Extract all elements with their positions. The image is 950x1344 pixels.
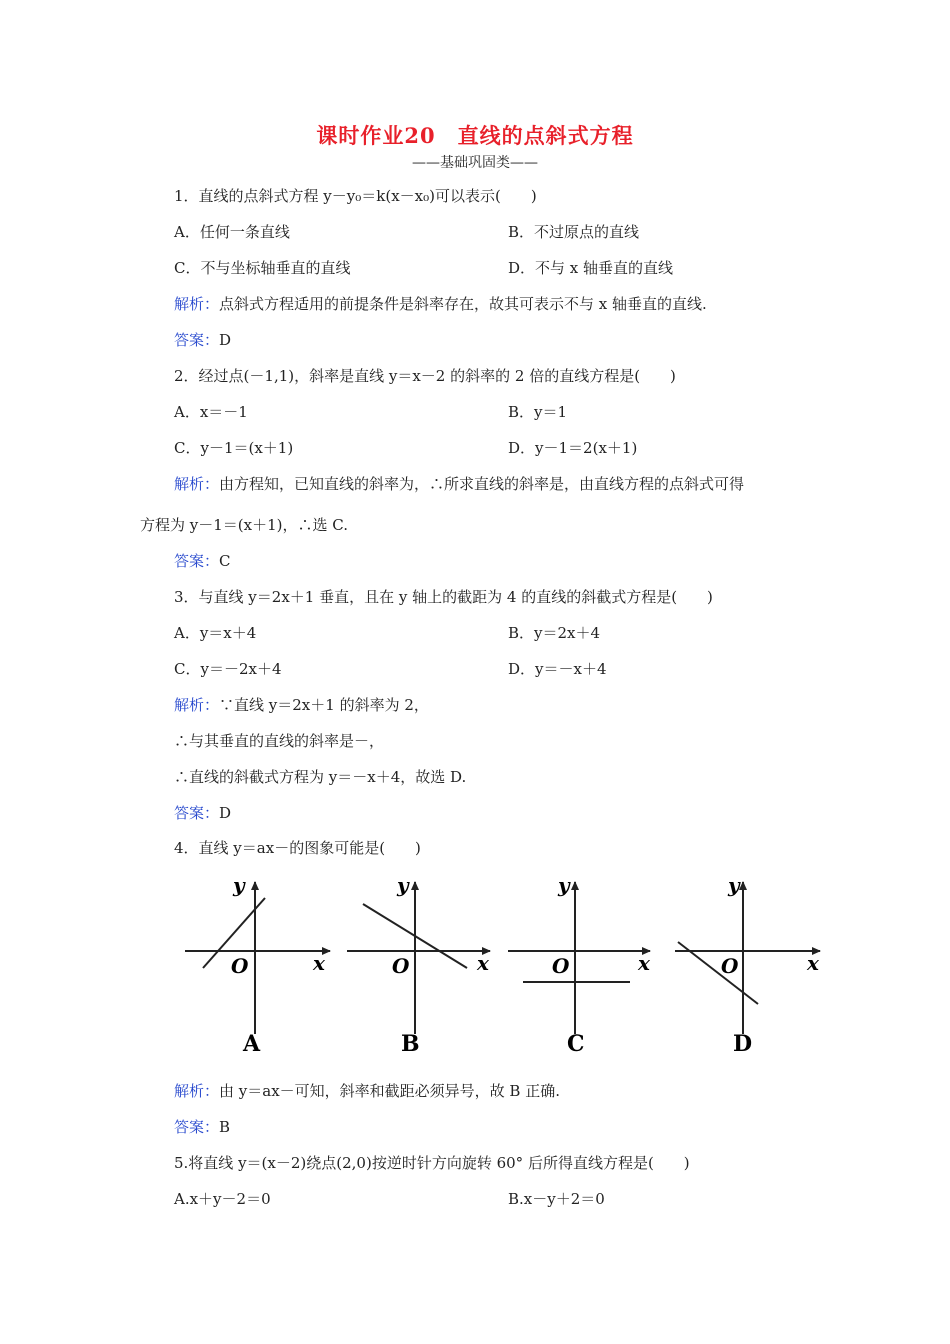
q3-option-c: C．y＝－2x＋4	[174, 660, 282, 678]
q5-stem: 5.将直线 y＝(x－2)绕点(2,0)按逆时针方向旋转 60° 后所得直线方程是( )	[174, 1154, 690, 1172]
answer-label: 答案：	[174, 1118, 220, 1136]
q4-graphs	[175, 872, 835, 1062]
graph-a-caption: A	[243, 1031, 261, 1057]
q4-explanation	[174, 1081, 560, 1101]
graph-c-caption: C	[567, 1031, 585, 1057]
q5-option-b: B.x－y＋2＝0	[508, 1190, 605, 1208]
q2-answer-value: C	[219, 552, 231, 570]
q3-option-d: D．y＝－x＋4	[508, 660, 607, 678]
answer-label: 答案：	[174, 331, 220, 349]
q1-answer	[174, 330, 231, 350]
q3-explanation	[174, 695, 429, 715]
page-title: 课时作业20 直线的点斜式方程	[316, 123, 634, 148]
graph-b-x-label: x	[477, 951, 489, 975]
graph-b-origin-label: O	[392, 954, 410, 978]
q2-option-a: A．x＝－1	[174, 403, 248, 421]
q3-answer-value: D	[219, 804, 232, 822]
graph-a-origin-label: O	[231, 954, 249, 978]
explain-label: 解析：	[174, 475, 220, 493]
answer-label: 答案：	[174, 804, 220, 822]
q2-option-c: C．y－1＝(x＋1)	[174, 439, 294, 457]
q4-answer-value: B	[219, 1118, 231, 1136]
q5-option-a: A.x＋y－2＝0	[174, 1190, 271, 1208]
q1-explanation-text: 点斜式方程适用的前提条件是斜率存在，故其可表示不与 x 轴垂直的直线.	[219, 295, 707, 313]
graph-d-y-label: y	[728, 873, 740, 897]
q2-answer	[174, 551, 231, 571]
q2-option-b: B．y＝1	[508, 403, 568, 421]
graph-d-caption: D	[733, 1031, 753, 1057]
graph-b	[347, 873, 490, 1057]
q3-answer	[174, 803, 231, 823]
graph-b-y-label: y	[397, 873, 409, 897]
graph-d	[675, 873, 820, 1057]
q1-option-a: A．任何一条直线	[174, 223, 290, 241]
q3-explanation-text: ∵直线 y＝2x＋1 的斜率为 2，	[219, 696, 429, 714]
q1-option-d: D．不与 x 轴垂直的直线	[508, 259, 674, 277]
q1-option-c: C．不与坐标轴垂直的直线	[174, 259, 351, 277]
q2-stem: 2．经过点(－1,1)，斜率是直线 y＝x－2 的斜率的 2 倍的直线方程是( )	[174, 367, 676, 385]
q3-explanation-line3: ∴直线的斜截式方程为 y＝－x＋4，故选 D.	[174, 768, 467, 786]
q3-option-a: A．y＝x＋4	[174, 624, 257, 642]
q2-explanation	[174, 474, 744, 494]
q2-explanation-cont: 方程为 y－1＝(x＋1)，∴选 C.	[140, 516, 348, 534]
graph-c-x-label: x	[638, 951, 650, 975]
graph-c-origin-label: O	[552, 954, 570, 978]
q1-option-b: B．不过原点的直线	[508, 223, 640, 241]
explain-label: 解析：	[174, 295, 220, 313]
q3-explanation-line2: ∴与其垂直的直线的斜率是－，	[174, 732, 385, 750]
q4-explanation-text: 由 y＝ax－可知，斜率和截距必须异号，故 B 正确.	[219, 1082, 560, 1100]
graph-b-caption: B	[401, 1031, 420, 1057]
q3-option-b: B．y＝2x＋4	[508, 624, 601, 642]
explain-label: 解析：	[174, 1082, 220, 1100]
q4-answer	[174, 1117, 230, 1137]
graph-a	[185, 873, 330, 1057]
q3-stem: 3．与直线 y＝2x＋1 垂直，且在 y 轴上的截距为 4 的直线的斜截式方程是( )	[174, 588, 713, 606]
graph-d-origin-label: O	[721, 954, 739, 978]
q2-explanation-text: 由方程知，已知直线的斜率为，∴所求直线的斜率是，由直线方程的点斜式可得	[219, 475, 745, 493]
graph-a-y-label: y	[233, 873, 245, 897]
q1-stem: 1．直线的点斜式方程 y－y₀＝k(x－x₀)可以表示( )	[174, 187, 537, 205]
explain-label: 解析：	[174, 696, 220, 714]
q4-figures	[175, 872, 835, 1062]
q2-option-d: D．y－1＝2(x＋1)	[508, 439, 638, 457]
graph-c	[508, 873, 651, 1057]
graph-a-x-label: x	[313, 951, 325, 975]
q4-stem: 4．直线 y＝ax－的图象可能是( )	[174, 839, 421, 857]
q1-explanation	[174, 294, 707, 314]
graph-c-y-label: y	[558, 873, 570, 897]
page-subtitle: ——基础巩固类——	[412, 155, 538, 171]
q1-answer-value: D	[219, 331, 232, 349]
answer-label: 答案：	[174, 552, 220, 570]
graph-d-x-label: x	[807, 951, 819, 975]
